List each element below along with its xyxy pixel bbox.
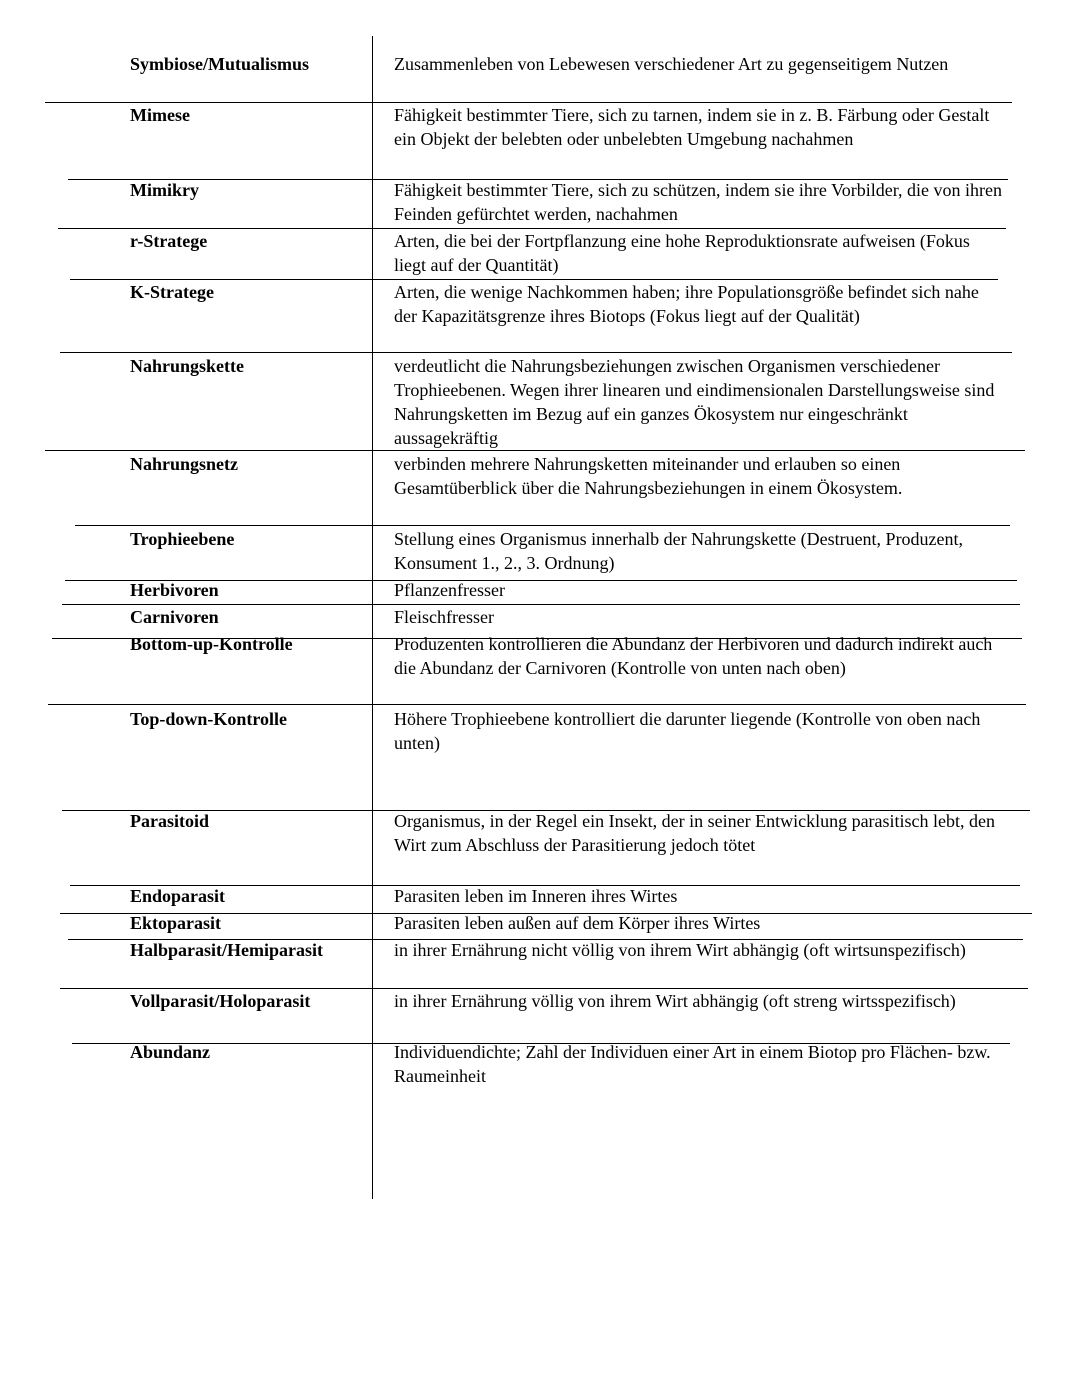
term-mimikry: Mimikry (130, 180, 199, 200)
term-mimese: Mimese (130, 105, 190, 125)
term-halbparasit: Halbparasit/Hemiparasit (130, 940, 323, 960)
term-symbiose: Symbiose/Mutualismus (130, 54, 310, 74)
definition-trophieebene: Stellung eines Organismus innerhalb der Nahrungskette (Destruent, Produzent, Konsument 1., 2., 3. Ordnung) (394, 529, 964, 573)
definition-symbiose: Zusammenleben von Lebewesen verschiedener Art zu gegenseitigem Nutzen (394, 54, 949, 74)
definition-abundanz: Individuendichte; Zahl der Individuen einer Art in einem Biotop pro Flächen- bzw. Raumeinheit (394, 1042, 991, 1086)
definition-ektoparasit: Parasiten leben außen auf dem Körper ihres Wirtes (394, 913, 761, 933)
definition-k-stratege: Arten, die wenige Nachkommen haben; ihre Populationsgröße befindet sich nahe der Kapazitätsgrenze ihres Biotops (Fokus liegt auf der Qualität) (394, 282, 979, 326)
term-carnivoren: Carnivoren (130, 607, 219, 627)
definition-herbivoren: Pflanzenfresser (394, 580, 505, 600)
row-divider (60, 352, 1012, 353)
term-k-stratege: K-Stratege (130, 282, 214, 302)
term-top-down-kontrolle: Top-down-Kontrolle (130, 709, 288, 729)
term-parasitoid: Parasitoid (130, 811, 209, 831)
definition-top-down-kontrolle: Höhere Trophieebene kontrolliert die darunter liegende (Kontrolle von oben nach unten) (394, 709, 981, 753)
term-bottom-up-kontrolle: Bottom-up-Kontrolle (130, 634, 293, 654)
definition-halbparasit: in ihrer Ernährung nicht völlig von ihrem Wirt abhängig (oft wirtsunspezifisch) (394, 940, 966, 960)
definition-parasitoid: Organismus, in der Regel ein Insekt, der in seiner Entwicklung parasitisch lebt, den Wirt zum Abschluss der Parasitierung jedoch tötet (394, 811, 996, 855)
definition-endoparasit: Parasiten leben im Inneren ihres Wirtes (394, 886, 678, 906)
definition-r-stratege: Arten, die bei der Fortpflanzung eine hohe Reproduktionsrate aufweisen (Fokus liegt auf der Quantität) (394, 231, 970, 275)
row-divider (45, 450, 1025, 451)
definition-mimikry: Fähigkeit bestimmter Tiere, sich zu schützen, indem sie ihre Vorbilder, die von ihren Feinden gefürchtet werden, nachahmen (394, 180, 1003, 224)
term-nahrungskette: Nahrungskette (130, 356, 245, 376)
term-r-stratege: r-Stratege (130, 231, 208, 251)
definition-vollparasit: in ihrer Ernährung völlig von ihrem Wirt abhängig (oft streng wirtsspezifisch) (394, 991, 956, 1011)
definition-nahrungskette: verdeutlicht die Nahrungsbeziehungen zwischen Organismen verschiedener Trophieebenen. Wegen ihrer linearen und eindimensionalen Darstellungsweise sind Nahrungsketten im Bezug auf ein ganzes Ökosystem nur eingeschränkt aussagekräftig (394, 356, 995, 448)
term-abundanz: Abundanz (130, 1042, 211, 1062)
definition-carnivoren: Fleischfresser (394, 607, 494, 627)
column-divider (372, 36, 373, 1199)
row-divider (75, 525, 1010, 526)
term-ektoparasit: Ektoparasit (130, 913, 222, 933)
row-divider (48, 704, 1026, 705)
term-endoparasit: Endoparasit (130, 886, 226, 906)
term-vollparasit: Vollparasit/Holoparasit (130, 991, 311, 1011)
term-nahrungsnetz: Nahrungsnetz (130, 454, 239, 474)
definition-nahrungsnetz: verbinden mehrere Nahrungsketten miteinander und erlauben so einen Gesamtüberblick über die Nahrungsbeziehungen in einem Ökosystem. (394, 454, 903, 498)
term-herbivoren: Herbivoren (130, 580, 219, 600)
definition-bottom-up-kontrolle: Produzenten kontrollieren die Abundanz der Herbivoren und dadurch indirekt auch die Abundanz der Carnivoren (Kontrolle von unten nach oben) (394, 634, 993, 678)
term-trophieebene: Trophieebene (130, 529, 235, 549)
definition-mimese: Fähigkeit bestimmter Tiere, sich zu tarnen, indem sie in z. B. Färbung oder Gestalt ein Objekt der belebten oder unbelebten Umgebung nachahmen (394, 105, 990, 149)
